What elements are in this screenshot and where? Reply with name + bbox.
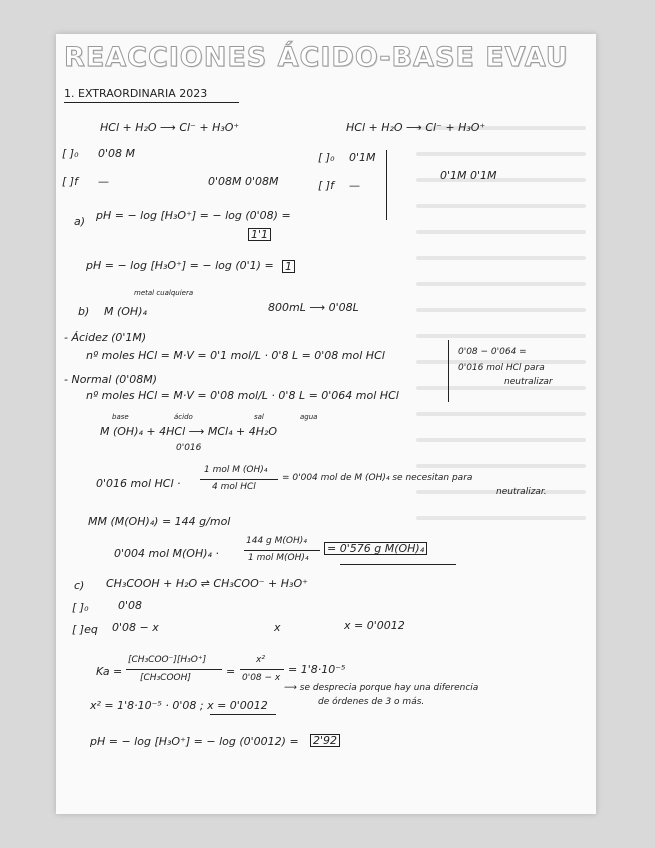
label-agua: agua xyxy=(300,413,318,421)
c0-label-2: [ ]₀ xyxy=(318,151,335,164)
fraction-bar-4 xyxy=(240,669,284,670)
c0-value: 0'08 M xyxy=(98,147,136,160)
c-ceq-value: 0'08 − x xyxy=(112,621,159,634)
ka-numerator-2: x² xyxy=(256,655,265,665)
cf-label: [ ]f xyxy=(62,175,78,188)
c0-label: [ ]₀ xyxy=(62,147,79,160)
volume-conversion: 800mL ⟶ 0'08L xyxy=(268,301,359,314)
acidez-label: - Ácidez (0'1M) xyxy=(64,331,147,344)
c-c0-value: 0'08 xyxy=(118,599,143,612)
dissociation-eq-2: HCl + H₂O ⟶ Cl⁻ + H₃O⁺ xyxy=(346,121,486,134)
ph-calc-1: pH = − log [H₃O⁺] = − log (0'08) = xyxy=(96,209,291,222)
difference-2: 0'016 mol HCl para xyxy=(458,363,545,373)
difference-3: neutralizar xyxy=(504,377,553,387)
cf-dash: — xyxy=(98,175,109,188)
moles-calc-1: nº moles HCl = M·V = 0'1 mol/L · 0'8 L = 0'08 mol HCl xyxy=(86,349,385,362)
neutralization-eq: M (OH)₄ + 4HCl ⟶ MCl₄ + 4H₂O xyxy=(100,425,278,438)
section-heading: 1. EXTRAORDINARIA 2023 xyxy=(64,87,208,100)
approx-note-1: ⟶ se desprecia porque hay una diferencia xyxy=(284,683,479,693)
acetic-eq: CH₃COOH + H₂O ⇌ CH₃COO⁻ + H₃O⁺ xyxy=(106,577,308,590)
ph-calc-3: pH = − log [H₃O⁺] = − log (0'0012) = xyxy=(90,735,299,748)
part-c-label: c) xyxy=(74,579,85,592)
metal-hydroxide: M (OH)₄ xyxy=(104,305,147,318)
c-x-value: x = 0'0012 xyxy=(344,619,405,632)
x-underline xyxy=(210,714,276,715)
note-metal: metal cualquiera xyxy=(134,289,194,297)
value-0016: 0'016 xyxy=(176,443,202,453)
conversion-start: 0'016 mol HCl · xyxy=(96,477,181,490)
conversion-result: = 0'004 mol de M (OH)₄ se necesitan para xyxy=(282,473,473,483)
difference-1: 0'08 − 0'064 = xyxy=(458,347,527,357)
cf-values-2: 0'1M 0'1M xyxy=(440,169,497,182)
ph-result-2: 1 xyxy=(282,260,295,273)
label-acido: ácido xyxy=(174,413,193,421)
part-a-label: a) xyxy=(74,215,86,228)
approx-note-2: de órdenes de 3 o más. xyxy=(318,697,425,707)
dissociation-eq-1: HCl + H₂O ⟶ Cl⁻ + H₃O⁺ xyxy=(100,121,240,134)
x-solution: x² = 1'8·10⁻⁵ · 0'08 ; x = 0'0012 xyxy=(90,699,268,712)
cf-dash-2: — xyxy=(349,179,360,192)
c-x: x xyxy=(274,621,281,634)
ka-label: Ka = xyxy=(96,665,123,678)
part-b-label: b) xyxy=(78,305,90,318)
normal-label: - Normal (0'08M) xyxy=(64,373,158,386)
page-title: REACCIONES ÁCIDO-BASE EVAU xyxy=(64,42,569,73)
cf-label-2: [ ]f xyxy=(318,179,334,192)
ph-result-1: 1'1 xyxy=(248,228,271,241)
label-base: base xyxy=(112,413,129,421)
mass-denominator: 1 mol M(OH)₄ xyxy=(248,553,309,563)
fraction-bar-2 xyxy=(244,550,320,551)
c0-value-2: 0'1M xyxy=(349,151,376,164)
ka-denominator-2: 0'08 − x xyxy=(242,673,281,683)
conversion-end: neutralizar. xyxy=(496,487,547,497)
ph-result-3: 2'92 xyxy=(310,734,340,747)
conversion-denominator: 4 mol HCl xyxy=(212,482,256,492)
c-c0-label: [ ]₀ xyxy=(72,601,89,614)
brace-line-2 xyxy=(448,340,449,402)
notebook-page xyxy=(56,34,596,814)
molar-mass: MM (M(OH)₄) = 144 g/mol xyxy=(88,515,231,528)
ph-calc-2: pH = − log [H₃O⁺] = − log (0'1) = xyxy=(86,259,274,272)
brace-line xyxy=(386,150,387,220)
moles-calc-2: nº moles HCl = M·V = 0'08 mol/L · 0'8 L = 0'064 mol HCl xyxy=(86,389,399,402)
mass-underline xyxy=(340,564,456,565)
mass-numerator: 144 g M(OH)₄ xyxy=(246,536,307,546)
ka-equals: = xyxy=(226,665,236,678)
cf-values: 0'08M 0'08M xyxy=(208,175,279,188)
fraction-bar-1 xyxy=(200,479,278,480)
c-ceq-label: [ ]eq xyxy=(72,623,98,636)
mass-result: = 0'576 g M(OH)₄ xyxy=(324,542,427,555)
fraction-bar-3 xyxy=(126,669,222,670)
heading-underline xyxy=(64,102,239,103)
conversion-numerator: 1 mol M (OH)₄ xyxy=(204,465,268,475)
mass-calc-start: 0'004 mol M(OH)₄ · xyxy=(114,547,219,560)
label-sal: sal xyxy=(254,413,264,421)
ka-denominator: [CH₃COOH] xyxy=(140,673,191,683)
ka-numerator: [CH₃COO⁻][H₃O⁺] xyxy=(128,655,207,665)
ka-value: = 1'8·10⁻⁵ xyxy=(288,663,346,676)
